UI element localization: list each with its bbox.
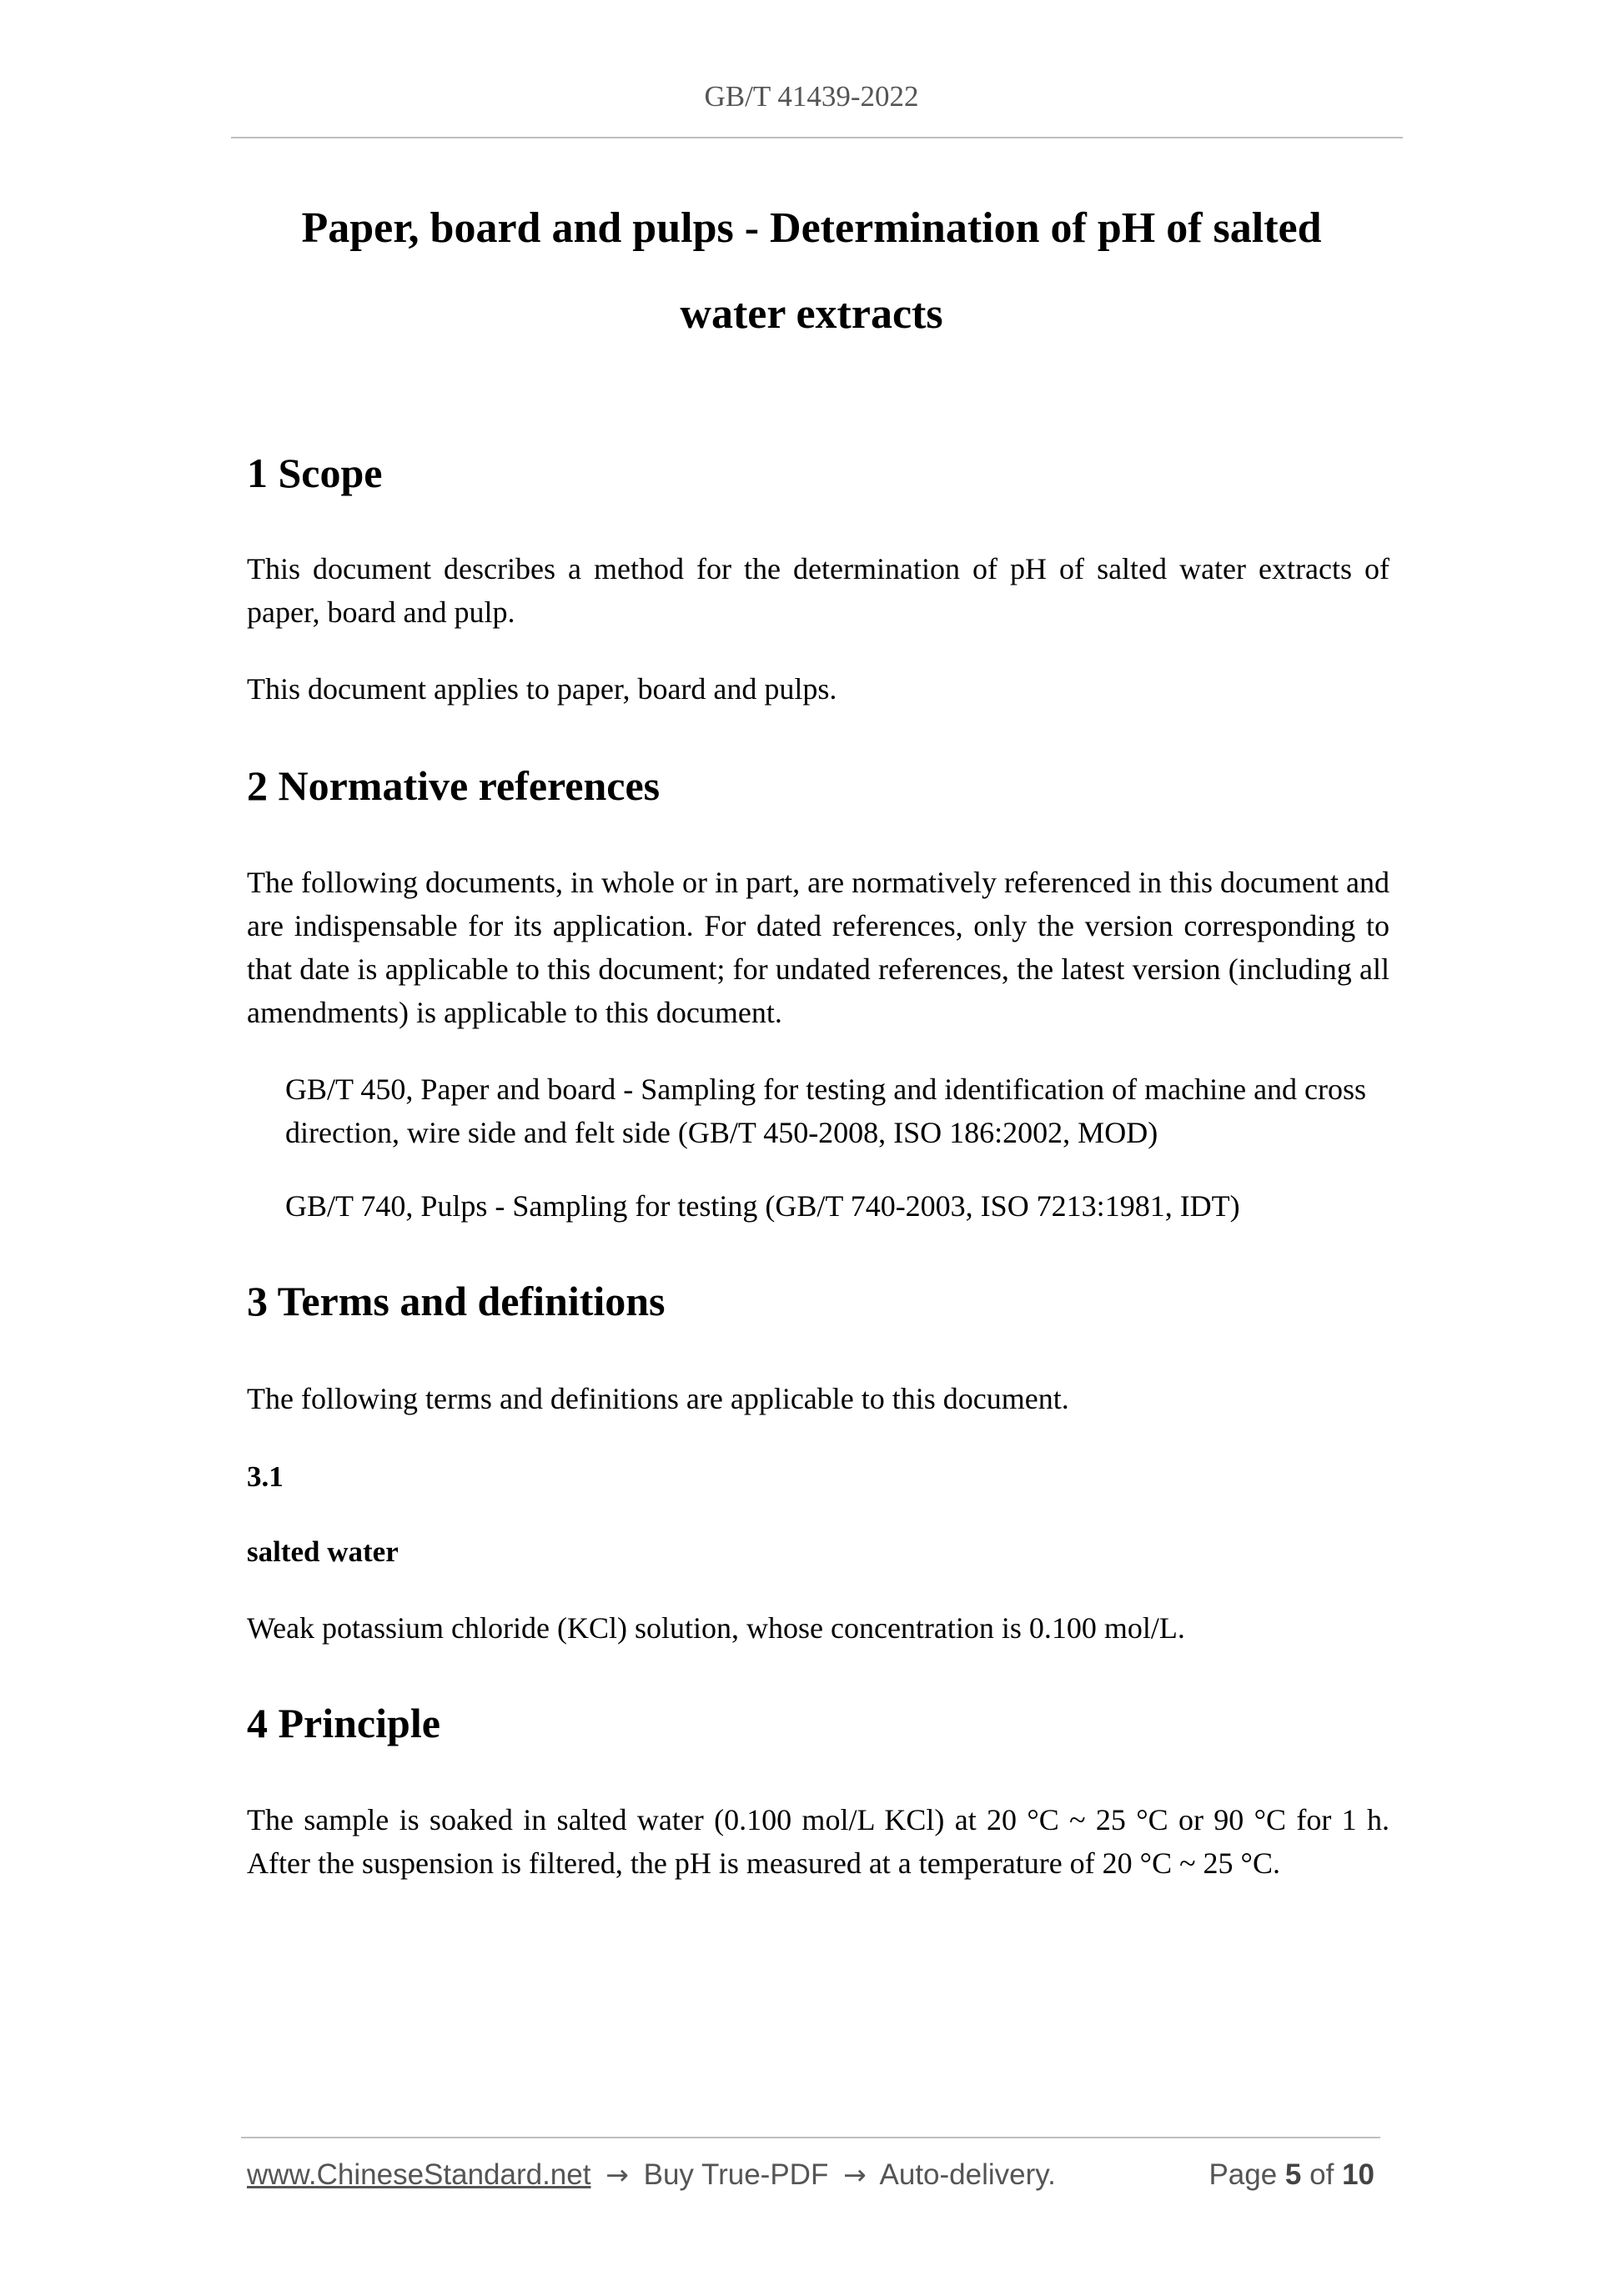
title-line-1: Paper, board and pulps - Determination of pH of salted	[301, 204, 1322, 252]
footer-divider	[241, 2137, 1380, 2138]
page-footer	[247, 2154, 1381, 2196]
section-heading-scope: 1 Scope	[247, 450, 383, 496]
reference-item-gbt-450: GB/T 450, Paper and board - Sampling for testing and identification of machine and cross direction, wire side and felt side (GB/T 450-2008, ISO 186:2002, MOD)	[285, 1073, 1367, 1149]
principle-paragraph: The sample is soaked in salted water (0.100 mol/L KCl) at 20 °C ~ 25 °C or 90 °C for 1 h. After the suspension is filtered, the pH is measured at a temperature of 20 °C ~ 25 °C.	[247, 1803, 1389, 1880]
term-number: 3.1	[247, 1460, 284, 1493]
term-name: salted water	[247, 1535, 399, 1568]
arrow-right-icon: →	[843, 2158, 867, 2191]
scope-paragraph-1: This document describes a method for the determination of pH of salted water extracts of paper, board and pulp.	[247, 552, 1389, 629]
page-of-label: of	[1309, 2158, 1334, 2191]
scope-paragraph-2: This document applies to paper, board and pulps.	[247, 672, 837, 706]
terms-intro-paragraph: The following terms and definitions are applicable to this document.	[247, 1382, 1069, 1415]
reference-item-gbt-740: GB/T 740, Pulps - Sampling for testing (GB/T 740-2003, ISO 7213:1981, IDT)	[285, 1189, 1240, 1223]
page-indicator	[1208, 2154, 1374, 2196]
website-link[interactable]: www.ChineseStandard.net	[247, 2158, 591, 2191]
term-definition: Weak potassium chloride (KCl) solution, whose concentration is 0.100 mol/L.	[247, 1611, 1185, 1645]
section-heading-terms-definitions: 3 Terms and definitions	[247, 1278, 666, 1324]
document-title	[209, 185, 1414, 357]
page-label: Page	[1208, 2158, 1278, 2191]
header-divider	[231, 137, 1403, 138]
title-line-2: water extracts	[680, 290, 943, 338]
arrow-right-icon: →	[605, 2158, 629, 2191]
header-standard-code: GB/T 41439-2022	[704, 80, 919, 113]
section-heading-principle: 4 Principle	[247, 1700, 440, 1746]
buy-true-pdf-text: Buy True-PDF	[643, 2158, 829, 2191]
normative-references-paragraph: The following documents, in whole or in part, are normatively referenced in this document and are indispensable for its application. For dated references, only the version corresponding to that date is applicable to this document; for undated references, the latest version (including all amendments) is applicable to this document.	[247, 866, 1389, 1029]
section-heading-normative-references: 2 Normative references	[247, 762, 661, 809]
page-current-number: 5	[1284, 2158, 1302, 2191]
page-total-number: 10	[1342, 2158, 1374, 2191]
auto-delivery-text: Auto-delivery.	[879, 2158, 1056, 2191]
